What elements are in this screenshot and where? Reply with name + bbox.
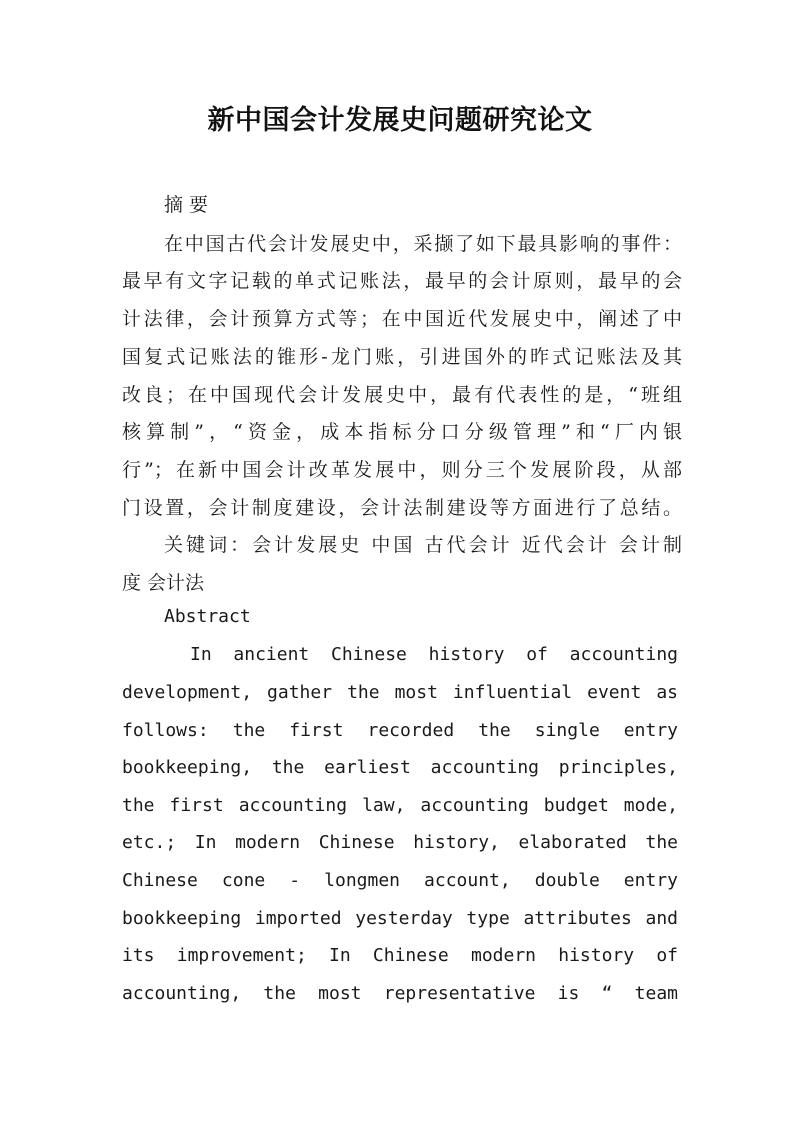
abstract-line: 国复式记账法的锥形-龙门账，引进国外的昨式记账法及其 — [122, 346, 682, 368]
abstract-heading: 摘 要 — [164, 194, 209, 216]
document-title: 新中国会计发展史问题研究论文 — [207, 105, 593, 136]
english-abstract-line: Chinese cone - longmen account, double entry — [122, 870, 678, 891]
abstract-line: 计法律，会计预算方式等；在中国近代发展史中，阐述了中 — [122, 308, 682, 330]
abstract-line: 最早有文字记载的单式记账法，最早的会计原则，最早的会 — [122, 270, 682, 292]
english-abstract-line: its improvement; In Chinese modern history of — [122, 945, 678, 966]
english-abstract-line: development, gather the most influential event as — [122, 682, 678, 703]
abstract-line: 改良；在中国现代会计发展史中，最有代表性的是，“班组 — [122, 384, 682, 406]
abstract-line: 行”；在新中国会计改革发展中，则分三个发展阶段，从部 — [122, 459, 682, 481]
abstract-line: 在中国古代会计发展史中，采撷了如下最具影响的事件： — [164, 233, 682, 255]
english-abstract-line: In ancient Chinese history of accounting — [190, 644, 678, 665]
english-abstract-line: follows: the first recorded the single entry — [122, 720, 678, 741]
keywords-line: 度 会计法 — [122, 572, 205, 594]
english-abstract-line: accounting, the most representative is “ team — [122, 983, 678, 1004]
english-abstract-heading: Abstract — [164, 606, 251, 627]
english-abstract-line: bookkeeping imported yesterday type attributes and — [122, 908, 678, 929]
abstract-line: 核算制”，“资金，成本指标分口分级管理”和“厂内银 — [122, 421, 682, 443]
english-abstract-line: bookkeeping, the earliest accounting principles, — [122, 757, 678, 778]
abstract-line: 门设置，会计制度建设，会计法制建设等方面进行了总结。 — [122, 497, 682, 519]
keywords-line: 关键词：会计发展史 中国 古代会计 近代会计 会计制 — [164, 534, 682, 556]
english-abstract-line: the first accounting law, accounting budget mode, — [122, 795, 678, 816]
english-abstract-line: etc.; In modern Chinese history, elaborated the — [122, 832, 678, 853]
